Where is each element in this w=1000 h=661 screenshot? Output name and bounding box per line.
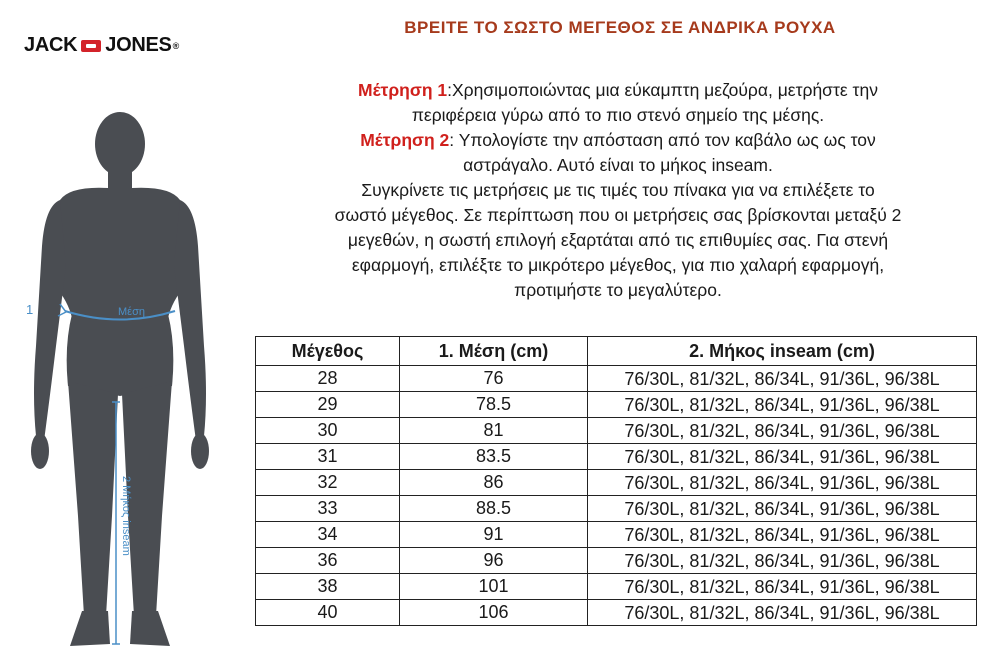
advice-line-4: εφαρμογή, επιλέξτε το μικρότερο μέγεθος, για πιο χαλαρή εφαρμογή,: [351, 255, 885, 275]
inseam-cell: 76/30L, 81/32L, 86/34L, 91/36L, 96/38L: [588, 444, 977, 470]
inseam-cell: 76/30L, 81/32L, 86/34L, 91/36L, 96/38L: [588, 418, 977, 444]
size-cell: 32: [256, 470, 400, 496]
body-silhouette-figure: [0, 96, 260, 661]
waist-marker-number: 1: [26, 302, 34, 317]
advice-line-1: Συγκρίνετε τις μετρήσεις με τις τιμές του πίνακα για να επιλέξετε το: [361, 180, 875, 200]
inseam-cell: 76/30L, 81/32L, 86/34L, 91/36L, 96/38L: [588, 496, 977, 522]
table-row: [256, 496, 977, 522]
waist-cell: 88.5: [400, 496, 588, 522]
measure-1-label: Μέτρηση 1: [358, 80, 448, 100]
table-row: [256, 600, 977, 626]
waist-cell: 83.5: [400, 444, 588, 470]
measure-2-line-a: [258, 128, 978, 153]
brand-name-right: JONES: [105, 34, 172, 56]
advice-line-3: μεγεθών, η σωστή επιλογή εξαρτάται από τις επιθυμίες σας. Για στενή: [347, 230, 889, 250]
inseam-cell: 76/30L, 81/32L, 86/34L, 91/36L, 96/38L: [588, 470, 977, 496]
inseam-cell: 76/30L, 81/32L, 86/34L, 91/36L, 96/38L: [588, 366, 977, 392]
waist-cell: 81: [400, 418, 588, 444]
waist-cell: 78.5: [400, 392, 588, 418]
inseam-cell: 76/30L, 81/32L, 86/34L, 91/36L, 96/38L: [588, 392, 977, 418]
measure-2-label: Μέτρηση 2: [360, 130, 450, 150]
header-size: Μέγεθος: [256, 337, 400, 366]
size-cell: 38: [256, 574, 400, 600]
brand-name-left: JACK: [24, 34, 78, 56]
inseam-label: 2 Μήκος inseam: [120, 476, 132, 556]
waist-cell: 106: [400, 600, 588, 626]
measure-1-text-a: :Χρησιμοποιώντας μια εύκαμπτη μεζούρα, μετρήστε την: [447, 80, 878, 100]
size-cell: 33: [256, 496, 400, 522]
table-row: [256, 574, 977, 600]
header-inseam: 2. Μήκος inseam (cm): [588, 337, 977, 366]
size-cell: 28: [256, 366, 400, 392]
brand-logo: [24, 34, 179, 57]
inseam-cell: 76/30L, 81/32L, 86/34L, 91/36L, 96/38L: [588, 600, 977, 626]
inseam-cell: 76/30L, 81/32L, 86/34L, 91/36L, 96/38L: [588, 574, 977, 600]
page-title: ΒΡΕΙΤΕ ΤΟ ΣΩΣΤΟ ΜΕΓΕΘΟΣ ΣΕ ΑΝΔΡΙΚΑ ΡΟΥΧΑ: [404, 18, 836, 37]
measure-1-line-b: περιφέρεια γύρω από το πιο στενό σημείο της μέσης.: [411, 105, 825, 125]
inseam-cell: 76/30L, 81/32L, 86/34L, 91/36L, 96/38L: [588, 548, 977, 574]
size-cell: 30: [256, 418, 400, 444]
table-row: [256, 366, 977, 392]
body-silhouette-icon: [31, 112, 209, 646]
table-header-row: [256, 337, 977, 366]
inseam-cell: 76/30L, 81/32L, 86/34L, 91/36L, 96/38L: [588, 522, 977, 548]
measure-2-line-b: αστράγαλο. Αυτό είναι το μήκος inseam.: [463, 155, 773, 175]
advice-line-2: σωστό μέγεθος. Σε περίπτωση που οι μετρήσεις σας βρίσκονται μεταξύ 2: [334, 205, 902, 225]
measure-2-text-a: : Υπολογίστε την απόσταση από τον καβάλο ως ως τον: [449, 130, 876, 150]
advice-line-5: προτιμήστε το μεγαλύτερο.: [514, 280, 722, 300]
size-cell: 36: [256, 548, 400, 574]
table-row: [256, 470, 977, 496]
instructions: [258, 78, 978, 303]
measure-1-line-a: [258, 78, 978, 103]
registered-mark: ®: [172, 40, 179, 51]
table-row: [256, 392, 977, 418]
waist-label: Μέση: [118, 306, 145, 318]
size-cell: 29: [256, 392, 400, 418]
waist-cell: 86: [400, 470, 588, 496]
header-waist: 1. Μέση (cm): [400, 337, 588, 366]
table-row: [256, 444, 977, 470]
size-cell: 40: [256, 600, 400, 626]
table-row: [256, 548, 977, 574]
brand-logo-icon: [81, 40, 101, 52]
table-row: [256, 522, 977, 548]
size-table: [255, 336, 977, 626]
waist-cell: 76: [400, 366, 588, 392]
size-cell: 34: [256, 522, 400, 548]
waist-cell: 96: [400, 548, 588, 574]
waist-cell: 101: [400, 574, 588, 600]
size-cell: 31: [256, 444, 400, 470]
waist-cell: 91: [400, 522, 588, 548]
table-row: [256, 418, 977, 444]
